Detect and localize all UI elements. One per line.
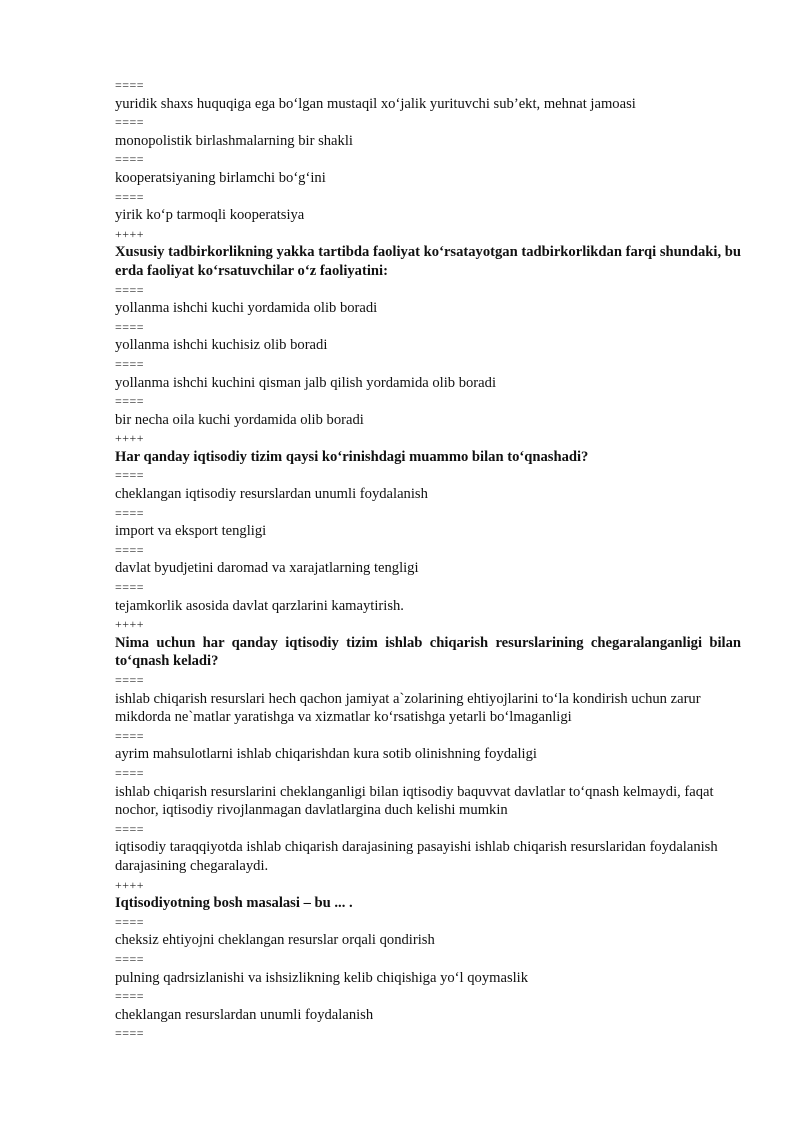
option-separator: ==== [115, 282, 145, 297]
answer-option: ishlab chiqarish resurslari hech qachon jamiyat a`zolarining ehtiyojlarini to‘la kondirish uchun zarur mikdorda ne`matlar yaratishga va xizmatlar ko‘rsatishga yetarli bo‘lmaganligi [115, 690, 701, 726]
answer-option: yollanma ishchi kuchi yordamida olib boradi [115, 300, 378, 317]
answer-option: kooperatsiyaning birlamchi bo‘g‘ini [115, 169, 326, 186]
option-separator: ==== [115, 1026, 145, 1041]
answer-option: davlat byudjetini daromad va xarajatlarning tengligi [115, 560, 419, 577]
answer-option: yirik ko‘p tarmoqli kooperatsiya [115, 207, 305, 224]
question-separator: ++++ [115, 877, 145, 892]
option-separator: ==== [115, 673, 145, 687]
option-separator: ==== [115, 152, 145, 167]
option-separator: ==== [115, 189, 145, 204]
answer-option: bir necha oila kuchi yordamida olib boradi [115, 411, 364, 428]
option-separator: ==== [115, 914, 145, 929]
question-separator: ++++ [115, 431, 145, 446]
question-separator: ++++ [115, 226, 145, 241]
option-separator: ==== [115, 394, 145, 409]
option-separator: ==== [115, 989, 145, 1004]
option-separator: ==== [115, 115, 145, 130]
option-separator: ==== [115, 728, 145, 743]
question-text: Nima uchun har qanday iqtisodiy tizim ishlab chiqarish resurslarining chegaralanganligi bilan to‘qnash keladi? [115, 634, 741, 670]
option-separator: ==== [115, 765, 145, 780]
option-separator: ==== [115, 505, 145, 520]
answer-option: import va eksport tengligi [115, 523, 267, 540]
answer-option: pulning qadrsizlanishi va ishsizlikning kelib chiqishiga yo‘l qoymaslik [115, 969, 529, 986]
answer-option: cheklangan iqtisodiy resurslardan unumli foydalanish [115, 486, 428, 503]
answer-option: monopolistik birlashmalarning bir shakli [115, 132, 353, 149]
option-separator: ==== [115, 356, 145, 371]
option-separator: ==== [115, 468, 145, 483]
option-separator: ==== [115, 78, 145, 92]
question-text: Har qanday iqtisodiy tizim qaysi ko‘rinishdagi muammo bilan to‘qnashadi? [115, 448, 589, 465]
option-separator: ==== [115, 821, 145, 836]
answer-option: yollanma ishchi kuchini qisman jalb qilish yordamida olib boradi [115, 374, 496, 391]
answer-option: cheksiz ehtiyojni cheklangan resurslar orqali qondirish [115, 932, 435, 949]
question-text: Xususiy tadbirkorlikning yakka tartibda faoliyat ko‘rsatayotgan tadbirkorlikdan farqi shundaki, bu erda faoliyat ko‘rsatuvchilar o‘z faoliyatini: [115, 244, 741, 279]
question-text: Iqtisodiyotning bosh masalasi – bu ... . [115, 895, 353, 912]
option-separator: ==== [115, 580, 145, 595]
answer-option: yuridik shaxs huquqiga ega bo‘lgan mustaqil xo‘jalik yurituvchi sub’ekt, mehnat jamoasi [115, 95, 636, 112]
option-separator: ==== [115, 951, 145, 966]
question-separator: ++++ [115, 617, 145, 632]
answer-option: yollanma ishchi kuchisiz olib boradi [115, 337, 328, 354]
answer-option: ishlab chiqarish resurslarini cheklanganligi bilan iqtisodiy baquvvat davlatlar to‘qnash kelmaydi, faqat nochor, iqtisodiy rivojlanmagan davlatlargina duch kelishi mumkin [115, 783, 714, 819]
answer-option: tejamkorlik asosida davlat qarzlarini kamaytirish. [115, 597, 404, 614]
answer-option: cheklangan resurslardan unumli foydalanish [115, 1006, 374, 1023]
option-separator: ==== [115, 319, 145, 334]
document-page [115, 76, 741, 1043]
option-separator: ==== [115, 542, 145, 557]
answer-option: iqtisodiy taraqqiyotda ishlab chiqarish darajasining pasayishi ishlab chiqarish resurslaridan foydalanish darajasining chegaralaydi. [115, 839, 718, 874]
answer-option: ayrim mahsulotlarni ishlab chiqarishdan kura sotib olinishning foydaligi [115, 746, 537, 763]
